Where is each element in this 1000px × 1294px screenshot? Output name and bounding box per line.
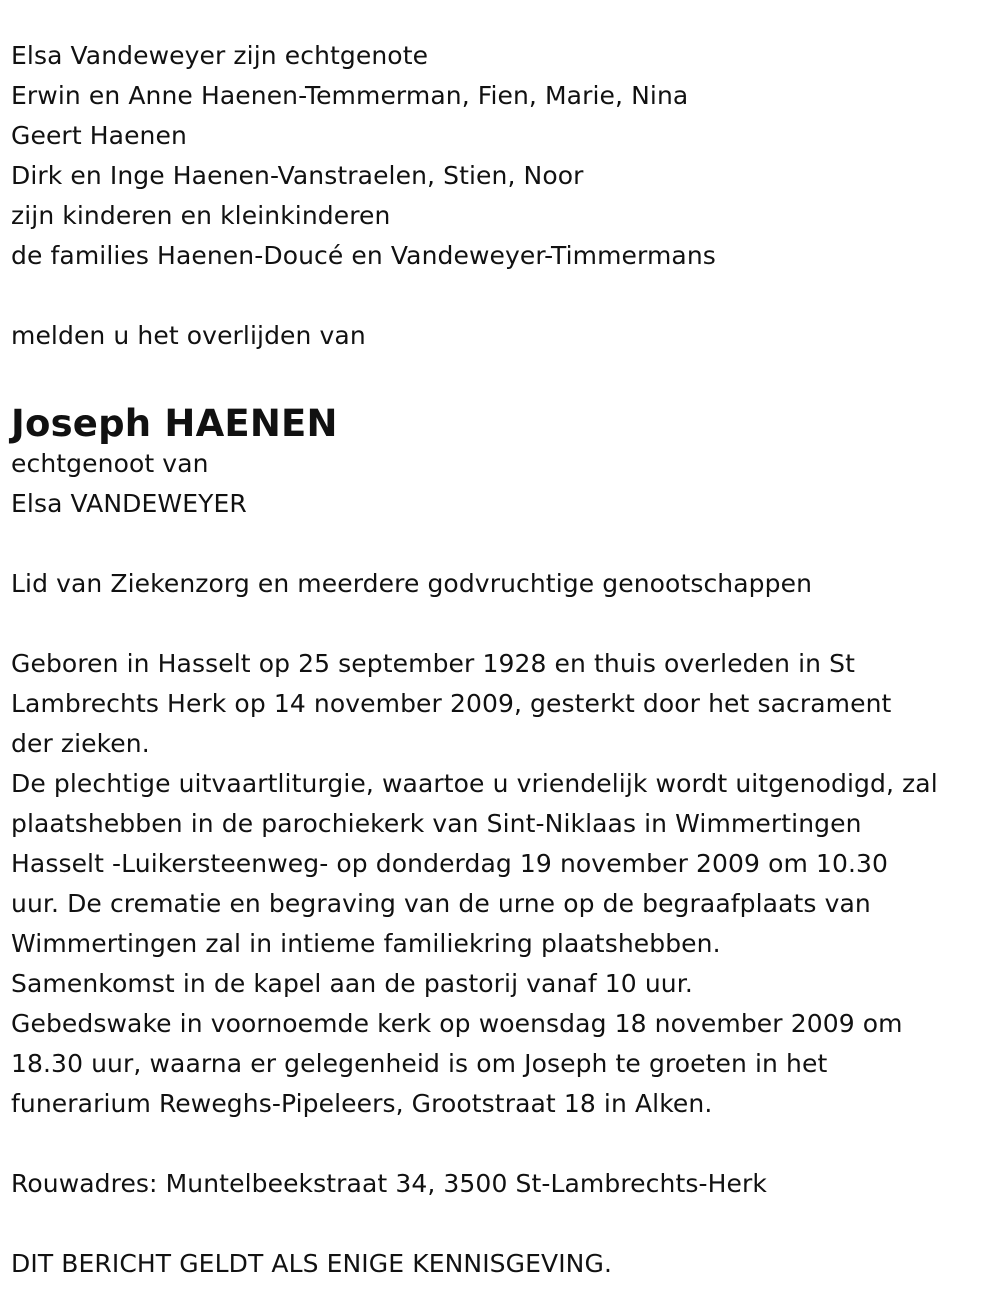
announcer-line: de families Haenen-Doucé en Vandeweyer-Timmermans	[11, 241, 716, 270]
deceased-spouse: Elsa VANDEWEYER	[11, 489, 247, 518]
details-line: Gebedswake in voornoemde kerk op woensdag 18 november 2009 om	[11, 1009, 903, 1038]
obituary-notice	[11, 36, 996, 1284]
details-line: Wimmertingen zal in intieme familiekring plaatshebben.	[11, 929, 721, 958]
spacer	[11, 524, 996, 564]
spacer	[11, 604, 996, 644]
announcers-block	[11, 36, 996, 276]
announcer-line: Erwin en Anne Haenen-Temmerman, Fien, Marie, Nina	[11, 81, 689, 110]
announcer-line: zijn kinderen en kleinkinderen	[11, 201, 391, 230]
details-line: De plechtige uitvaartliturgie, waartoe u vriendelijk wordt uitgenodigd, zal	[11, 769, 938, 798]
announcer-line: Elsa Vandeweyer zijn echtgenote	[11, 41, 429, 70]
details-line: uur. De crematie en begraving van de urne op de begraafplaats van	[11, 889, 871, 918]
details-line: Geboren in Hasselt op 25 september 1928 en thuis overleden in St	[11, 649, 856, 678]
deceased-name: Joseph HAENEN	[11, 402, 338, 445]
details-line: Samenkomst in de kapel aan de pastorij vanaf 10 uur.	[11, 969, 693, 998]
spacer	[11, 276, 996, 316]
details-line: 18.30 uur, waarna er gelegenheid is om Joseph te groeten in het	[11, 1049, 828, 1078]
spacer	[11, 356, 996, 396]
details-block	[11, 644, 996, 1124]
intro-text: melden u het overlijden van	[11, 321, 366, 350]
deceased-relation: echtgenoot van	[11, 449, 209, 478]
announcer-line: Dirk en Inge Haenen-Vanstraelen, Stien, Noor	[11, 161, 584, 190]
details-line: plaatshebben in de parochiekerk van Sint-Niklaas in Wimmertingen	[11, 809, 862, 838]
notice-text: DIT BERICHT GELDT ALS ENIGE KENNISGEVING.	[11, 1249, 612, 1278]
spacer	[11, 1124, 996, 1164]
details-line: Hasselt -Luikersteenweg- op donderdag 19 november 2009 om 10.30	[11, 849, 889, 878]
deceased-block	[11, 398, 996, 524]
mourning-address: Rouwadres: Muntelbeekstraat 34, 3500 St-Lambrechts-Herk	[11, 1169, 767, 1198]
details-line: funerarium Reweghs-Pipeleers, Grootstraat 18 in Alken.	[11, 1089, 713, 1118]
membership-text: Lid van Ziekenzorg en meerdere godvruchtige genootschappen	[11, 569, 813, 598]
announcer-line: Geert Haenen	[11, 121, 187, 150]
details-line: der zieken.	[11, 729, 150, 758]
spacer	[11, 1204, 996, 1244]
details-line: Lambrechts Herk op 14 november 2009, gesterkt door het sacrament	[11, 689, 892, 718]
